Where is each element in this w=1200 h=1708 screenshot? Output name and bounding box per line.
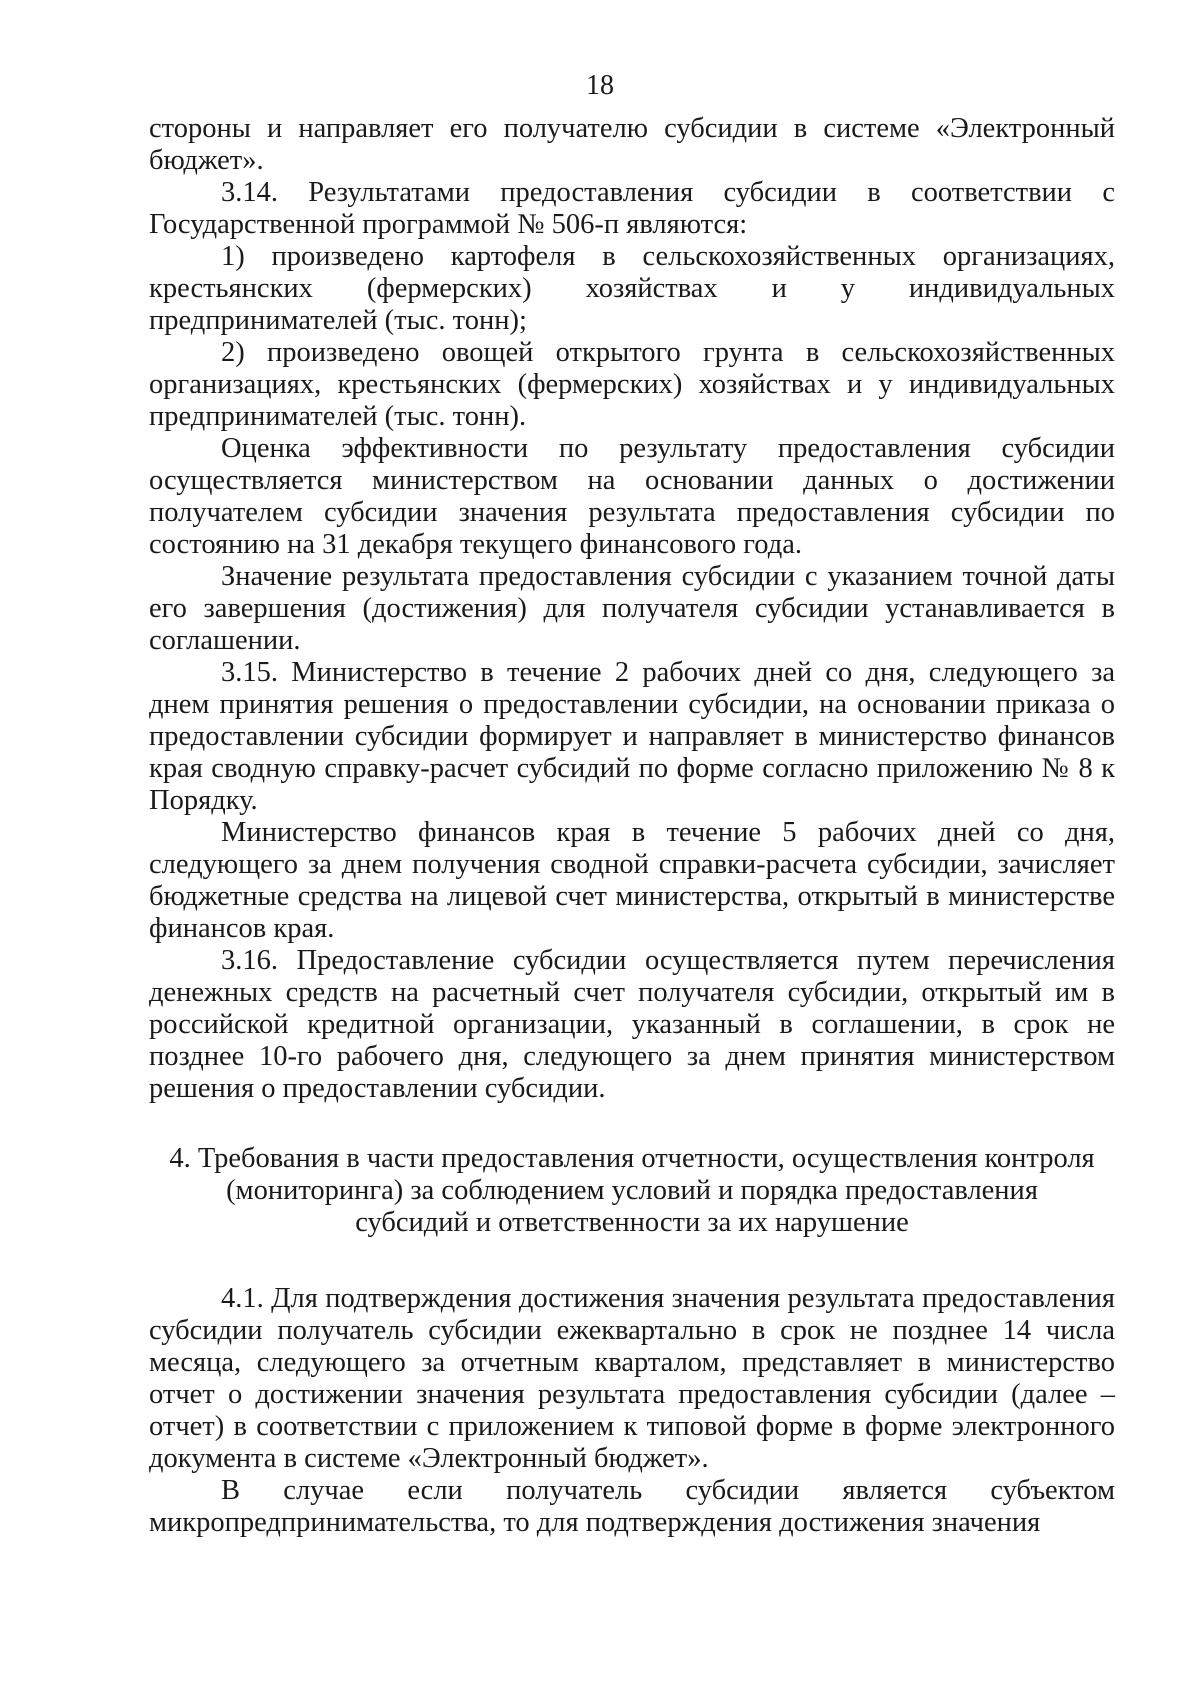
paragraph-efficiency-assessment: Оценка эффективности по результату предоставления субсидии осуществляется министерством на основании данных о достижении получателем субсидии значения результата предоставления субсидии по состоянию на 31 декабря текущего финансового года. (149, 433, 1115, 560)
paragraph-continuation: стороны и направляет его получателю субсидии в системе «Электронный бюджет». (149, 113, 1115, 176)
list-item-1: 1) произведено картофеля в сельскохозяйственных организациях, крестьянских (фермерских) хозяйствах и у индивидуальных предпринимателей (тыс. тонн); (149, 241, 1115, 336)
list-item-2: 2) произведено овощей открытого грунта в сельскохозяйственных организациях, крестьянских (фермерских) хозяйствах и у индивидуальных предпринимателей (тыс. тонн). (149, 337, 1115, 432)
page-number: 18 (586, 70, 614, 101)
paragraph-result-value: Значение результата предоставления субсидии с указанием точной даты его завершения (достижения) для получателя субсидии устанавливается в соглашении. (149, 561, 1115, 656)
paragraph-3-15: 3.15. Министерство в течение 2 рабочих дней со дня, следующего за днем принятия решения о предоставлении субсидии, на основании приказа о предоставлении субсидии формирует и направляет в министерство финансов края сводную справку-расчет субсидий по форме согласно приложению № 8 к Порядку. (149, 657, 1115, 816)
paragraph-finance-ministry: Министерство финансов края в течение 5 рабочих дней со дня, следующего за днем получения сводной справки-расчета субсидии, зачисляет бюджетные средства на лицевой счет министерства, открытый в министерстве финансов края. (149, 817, 1115, 944)
paragraph-3-14: 3.14. Результатами предоставления субсидии в соответствии с Государственной программой № 506-п являются: (149, 177, 1115, 240)
paragraph-microbusiness: В случае если получатель субсидии является субъектом микропредпринимательства, то для подтверждения достижения значения (149, 1475, 1115, 1538)
paragraph-3-16: 3.16. Предоставление субсидии осуществляется путем перечисления денежных средств на расчетный счет получателя субсидии, открытый им в российской кредитной организации, указанный в соглашении, в срок не позднее 10-го рабочего дня, следующего за днем принятия министерством решения о предоставлении субсидии. (149, 945, 1115, 1104)
document-body (149, 113, 1115, 1539)
paragraph-4-1: 4.1. Для подтверждения достижения значения результата предоставления субсидии получатель субсидии ежеквартально в срок не позднее 14 числа месяца, следующего за отчетным кварталом, представляет в министерство отчет о достижении значения результата предоставления субсидии (далее – отчет) в соответствии с приложением к типовой форме в форме электронного документа в системе «Электронный бюджет». (149, 1283, 1115, 1474)
section-4-heading: 4. Требования в части предоставления отчетности, осуществления контроля (мониторинга) за соблюдением условий и порядка предоставления субсидий и ответственности за их нарушение (169, 1143, 1095, 1238)
